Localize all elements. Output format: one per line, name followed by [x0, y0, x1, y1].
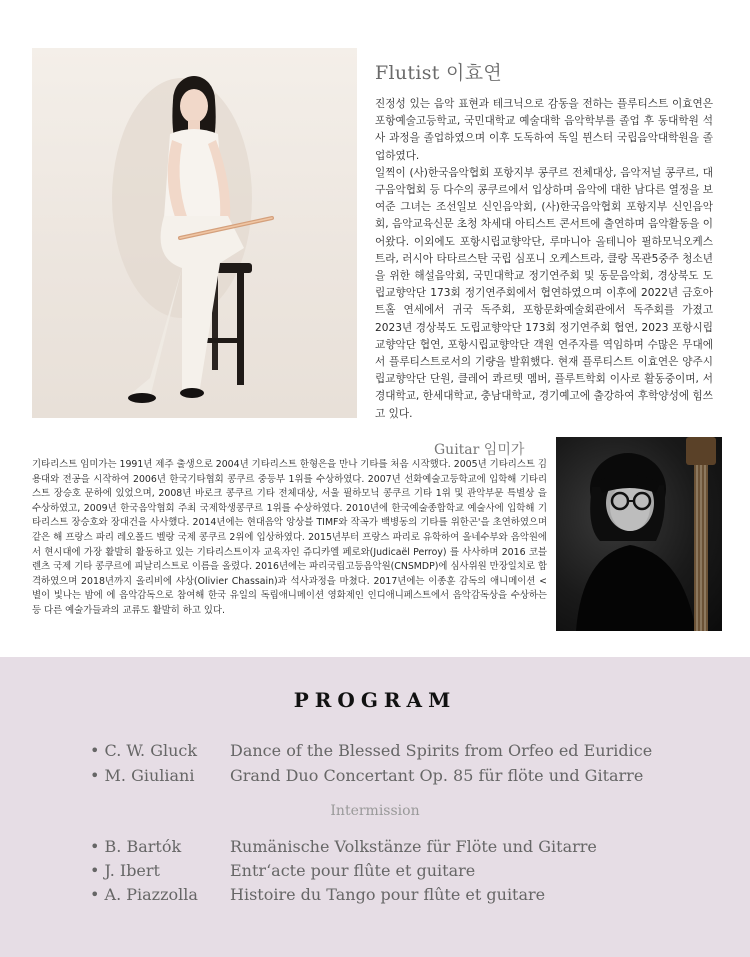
- flutist-bio-paragraph: 진정성 있는 음악 표현과 테크닉으로 감동을 전하는 플루티스트 이효연은 포항예술고등학교, 국민대학교 예술대학 음악학부를 졸업 후 동대학원 석사 과정을 졸업하였으며 이후 도독하여 독일 뮌스터 국립음악대학원을 졸업하였다.: [375, 98, 713, 162]
- flutist-name: Flutist 이효연: [375, 62, 502, 84]
- program-item: [90, 741, 730, 765]
- program-item: [90, 861, 730, 885]
- program-composer: • A. Piazzolla: [90, 885, 198, 904]
- program-item: [90, 837, 730, 861]
- guitarist-bio: 기타리스트 임미가는 1991년 제주 출생으로 2004년 기타리스트 한형은을 만나 기타를 처음 시작했다. 2005년 기타리스트 김용대와 전공을 시작하여 2006년 한국기타협회 콩쿠르 중등부 1위를 수상하였다. 2007년 선화예술고등학교에 입학해 기타리스트 장승호 문하에 있었으며, 2008년 바로크 콩쿠르 기타 전체대상, 서울 필하모닉 콩쿠르 기타 1위 및 관악부문 특별상 을 수상하였고, 2009년 한국음악협회 주최 국제학생콩쿠르 1위를 수상하였다. 2010년에 한국예술종합학교 예술사에 입학해 기타리스트 장승호와 장대건을 사사했다. 2014년에는 현대음악 앙상블 TIMF와 작곡가 백병동의 기타를 위한곤'을 초연하였으며 같은 해 프랑스 파리 레오폴드 벨랑 국제 콩쿠르 2위에 입상하였다. 2015년부터 프랑스 파리로 유학하여 올네수부와 음악원에서 현시대에 가장 활발히 활동하고 있는 기타리스트이자 교육자인 쥬디카엘 페로와(Judicaël Perroy) 를 사사하며 2016 코블렌츠 국제 기타 콩쿠르에 피날리스트로 이름을 올렸다. 2016년에는 파리국립고등음악원(CNSMDP)에 심사위원 만장일치로 합격하였으며 2018년까지 올리비에 샤상(Olivier Chassain)과 석사과정을 마쳤다. 2017년에는 이종훈 감독의 애니메이션 <별이 빛나는 밤에 에 음악감독으로 참여해 한국 유일의 독립애니메이션 영화제인 인디애니페스트에서 음악감독상을 수상하는 등 다른 예술가들과의 교류도 활발히 하고 있다.: [32, 459, 547, 616]
- guitarist-figure: [556, 437, 722, 631]
- guitarist-name: Guitar 임미가: [434, 442, 525, 458]
- flutist-bio-paragraph: 일찍이 (사)한국음악협회 포항지부 콩쿠르 전체대상, 음악저널 콩쿠르, 대구음악협회 등 다수의 콩쿠르에서 입상하며 음악에 대한 남다른 열정을 보여준 그녀는 조선일보 신인음악회, (사)한국음악협회 포항지부 신인음악회, 음악교육신문 초청 차세대 아티스트 콘서트에 출연하며 음악활동을 이어왔다. 이외에도 포항시립교향악단, 루마니아 올테니아 필하모닉오케스트라, 러시아 타타르스탄 국립 심포니 오케스트라, 클랑 목관5중주 청소년을 위한 해설음악회, 국민대학교 정기연주회 및 동문음악회, 경상북도 도립교향악단 173회 정기연주회에서 협연하였으며 이후에 2022년 금호아트홀 연세에서 귀국 독주회, 포항문화예술회관에서 독주회를 가졌고 2023년 경상북도 도립교향악단 173회 정기연주회 협연, 2023 포항시립교향악단 협연, 포항시립교향악단 객원 연주자를 역임하며 수많은 무대에서 플루티스트로서의 기량을 발휘했다. 현재 플루티스트 이효연은 양주시립교향악단 단원, 클레어 콰르텟 멤버, 플루트학회 이사로 활동중이며, 서경대학교, 한세대학교, 충남대학교, 경기예고에 출강하여 후학양성에 힘쓰고 있다.: [375, 166, 713, 420]
- guitarist-photo: [556, 437, 722, 631]
- program-composer: • J. Ibert: [90, 861, 160, 880]
- program-work: Rumänische Volkstänze für Flöte und Gitarre: [230, 837, 597, 856]
- program-title: PROGRAM: [293, 688, 457, 712]
- program-work: Histoire du Tango pour flûte et guitare: [230, 885, 546, 904]
- program-work: Dance of the Blessed Spirits from Orfeo ed Euridice: [230, 741, 653, 760]
- flutist-photo: [32, 48, 357, 418]
- program-composer: • M. Giuliani: [90, 766, 195, 785]
- program-item: [90, 885, 730, 909]
- flutist-figure: [32, 48, 357, 418]
- flutist-bio: [375, 96, 713, 423]
- program-composer: • B. Bartók: [90, 837, 182, 856]
- program-composer: • C. W. Gluck: [90, 741, 198, 760]
- program-item: [90, 766, 730, 790]
- program-work: Entr‘acte pour flûte et guitare: [230, 861, 476, 880]
- program-intermission: Intermission: [330, 803, 420, 819]
- program-work: Grand Duo Concertant Op. 85 für flöte und Gitarre: [230, 766, 644, 785]
